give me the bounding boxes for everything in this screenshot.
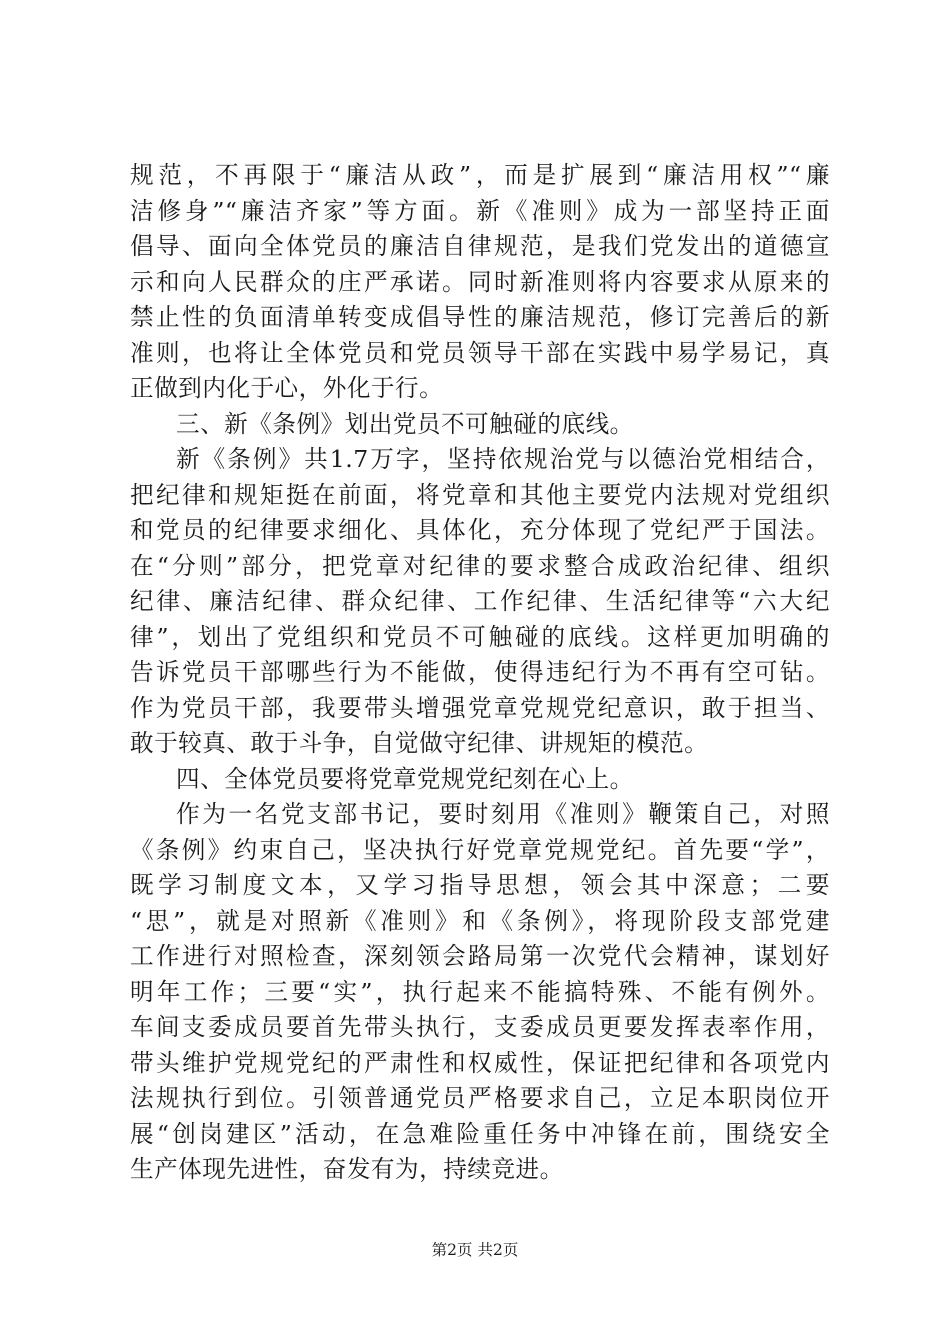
text-line: 生产体现先进性，奋发有为，持续竞进。 [130, 1155, 564, 1183]
text-line: 在“分则”部分，把党章对纪律的要求整合成政治纪律、组织 [130, 551, 830, 580]
section-heading: 三、新《条例》划出党员不可触碰的底线。 [176, 409, 634, 438]
text-line: 和党员的纪律要求细化、具体化，充分体现了党纪严于国法。 [130, 516, 830, 544]
text-line: 纪律、廉洁纪律、群众纪律、工作纪律、生活纪律等“六大纪 [130, 587, 830, 615]
text-line: 工作进行对照检查，深刻领会路局第一次党代会精神，谋划好 [130, 942, 830, 970]
text-line: 敢于较真、敢于斗争，自觉做守纪律、讲规矩的模范。 [130, 729, 709, 757]
text-line: 法规执行到位。引领普通党员严格要求自己，立足本职岗位开 [130, 1084, 830, 1112]
text-line: 展“创岗建区”活动，在急难险重任务中冲锋在前，围绕安全 [130, 1119, 830, 1148]
text-line: 准则，也将让全体党员和党员领导干部在实践中易学易记，真 [130, 338, 830, 367]
text-line: 车间支委成员要首先带头执行，支委成员更要发挥表率作用， [130, 1013, 830, 1041]
body-text [130, 158, 830, 1188]
text-line: 示和向人民群众的庄严承诺。同时新准则将内容要求从原来的 [130, 267, 830, 296]
text-line: 作为党员干部，我要带头增强党章党规党纪意识，敢于担当、 [130, 693, 830, 722]
text-line: 明年工作；三要“实”，执行起来不能搞特殊、不能有例外。 [130, 977, 830, 1006]
text-line: 带头维护党规党纪的严肃性和权威性，保证把纪律和各项党内 [130, 1048, 830, 1077]
section-heading: 四、全体党员要将党章党规党纪刻在心上。 [176, 764, 634, 793]
text-line: “思”，就是对照新《准则》和《条例》，将现阶段支部党建 [130, 906, 830, 935]
text-line: 告诉党员干部哪些行为不能做，使得违纪行为不再有空可钻。 [130, 658, 830, 686]
text-line: 正做到内化于心，外化于行。 [130, 374, 444, 402]
text-line: 规范，不再限于“廉洁从政”，而是扩展到“廉洁用权”“廉 [130, 161, 830, 189]
text-line: 新《条例》共1.7万字，坚持依规治党与以德治党相结合， [176, 445, 830, 473]
page-footer: 第2页 共2页 [431, 1241, 519, 1259]
text-line: 律”，划出了党组织和党员不可触碰的底线。这样更加明确的 [130, 622, 830, 651]
text-line: 倡导、面向全体党员的廉洁自律规范，是我们党发出的道德宣 [130, 232, 830, 260]
text-line: 洁修身”“廉洁齐家”等方面。新《准则》成为一部坚持正面 [130, 196, 830, 225]
text-line: 把纪律和规矩挺在前面，将党章和其他主要党内法规对党组织 [130, 480, 830, 509]
text-line: 既学习制度文本，又学习指导思想，领会其中深意；二要 [130, 871, 830, 899]
text-line: 《条例》约束自己，坚决执行好党章党规党纪。首先要“学”， [130, 835, 830, 864]
text-line: 作为一名党支部书记，要时刻用《准则》鞭策自己，对照 [176, 800, 830, 828]
text-line: 禁止性的负面清单转变成倡导性的廉洁规范，修订完善后的新 [130, 303, 830, 331]
